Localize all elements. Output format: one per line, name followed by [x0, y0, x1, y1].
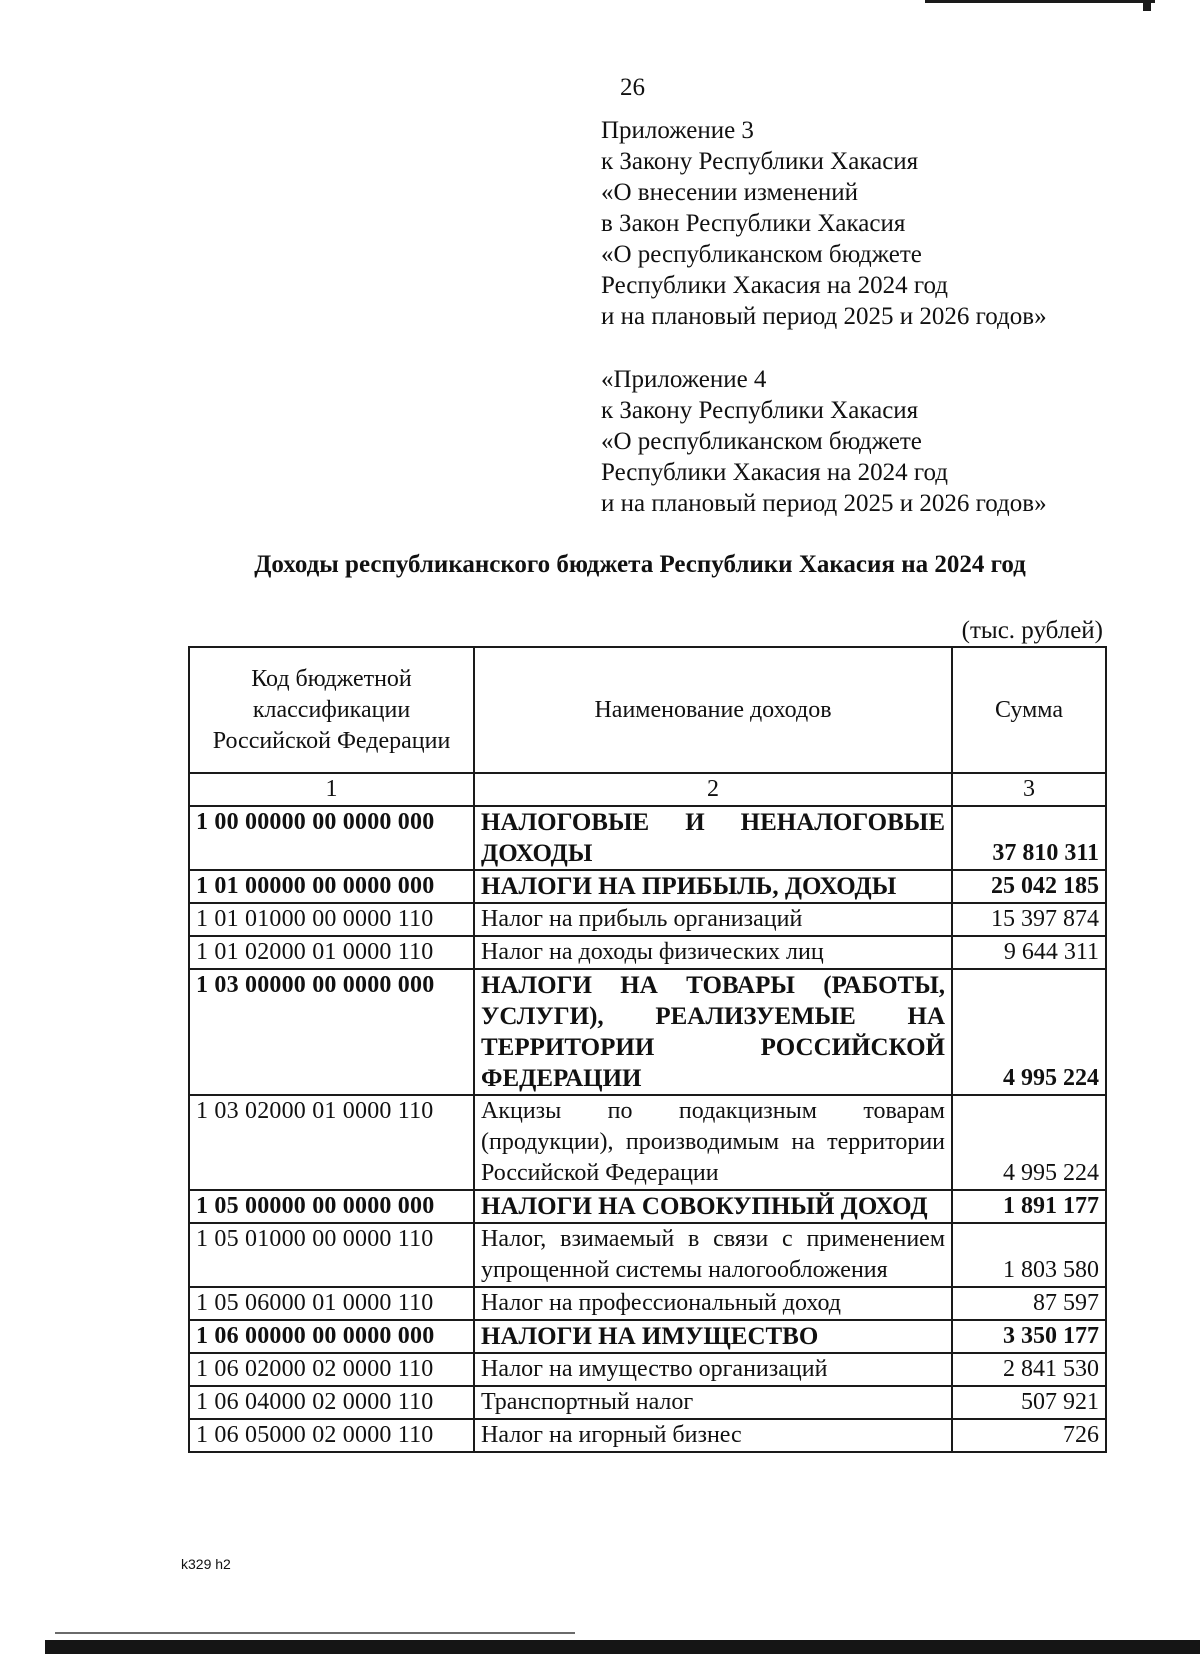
- document-title: Доходы республиканского бюджета Республики Хакасия на 2024 год: [254, 551, 1026, 578]
- name-cell: Налог на прибыль организаций: [474, 903, 952, 936]
- table-row: [189, 1320, 1106, 1353]
- code-cell: 1 05 06000 01 0000 110: [189, 1287, 474, 1320]
- name-cell: НАЛОГИ НА ПРИБЫЛЬ, ДОХОДЫ: [474, 870, 952, 903]
- name-cell: НАЛОГИ НА СОВОКУПНЫЙ ДОХОД: [474, 1190, 952, 1223]
- scan-edge-bottom: [45, 1640, 1200, 1654]
- code-cell: 1 03 02000 01 0000 110: [189, 1095, 474, 1190]
- code-cell: 1 06 04000 02 0000 110: [189, 1386, 474, 1419]
- table-row: [189, 1223, 1106, 1287]
- sum-cell: 507 921: [952, 1386, 1106, 1419]
- table-row: [189, 1386, 1106, 1419]
- table-row: [189, 870, 1106, 903]
- appendix-line: «О внесении изменений: [601, 179, 859, 206]
- table-header-row: [189, 647, 1106, 773]
- sum-cell: 25 042 185: [952, 870, 1106, 903]
- code-cell: 1 03 00000 00 0000 000: [189, 969, 474, 1095]
- name-cell: НАЛОГИ НА ИМУЩЕСТВО: [474, 1320, 952, 1353]
- column-number: 1: [189, 773, 474, 806]
- appendix-line: «О республиканском бюджете: [601, 241, 922, 268]
- header-name: Наименование доходов: [474, 647, 952, 773]
- appendix-original-heading: [601, 364, 1121, 519]
- income-table: [188, 646, 1107, 1453]
- code-cell: 1 06 00000 00 0000 000: [189, 1320, 474, 1353]
- column-number: 3: [952, 773, 1106, 806]
- code-cell: 1 05 00000 00 0000 000: [189, 1190, 474, 1223]
- sum-cell: 726: [952, 1419, 1106, 1452]
- name-cell: Налог на доходы физических лиц: [474, 936, 952, 969]
- code-cell: 1 05 01000 00 0000 110: [189, 1223, 474, 1287]
- sum-cell: 9 644 311: [952, 936, 1106, 969]
- table-row: [189, 1190, 1106, 1223]
- name-cell: Налог на имущество организаций: [474, 1353, 952, 1386]
- sum-cell: 15 397 874: [952, 903, 1106, 936]
- appendix-line: в Закон Республики Хакасия: [601, 210, 906, 237]
- sum-cell: 2 841 530: [952, 1353, 1106, 1386]
- name-cell: НАЛОГОВЫЕ И НЕНАЛОГОВЫЕ ДОХОДЫ: [474, 806, 952, 870]
- table-row: [189, 1419, 1106, 1452]
- code-cell: 1 01 02000 01 0000 110: [189, 936, 474, 969]
- sum-cell: 3 350 177: [952, 1320, 1106, 1353]
- table-row: [189, 969, 1106, 1095]
- sum-cell: 37 810 311: [952, 806, 1106, 870]
- sum-cell: 1 891 177: [952, 1190, 1106, 1223]
- code-cell: 1 00 00000 00 0000 000: [189, 806, 474, 870]
- table-row: [189, 1287, 1106, 1320]
- sum-cell: 87 597: [952, 1287, 1106, 1320]
- scan-edge-bottom-line: [55, 1632, 575, 1634]
- table-row: [189, 936, 1106, 969]
- footer-code: k329 h2: [181, 1556, 231, 1572]
- sum-cell: 4 995 224: [952, 969, 1106, 1095]
- appendix-line: Республики Хакасия на 2024 год: [601, 459, 949, 486]
- appendix-line: Приложение 3: [601, 117, 754, 144]
- sum-cell: 4 995 224: [952, 1095, 1106, 1190]
- scan-edge-top: [925, 0, 1155, 3]
- table-row: [189, 1095, 1106, 1190]
- appendix-current-heading: [601, 115, 1121, 332]
- table-row: [189, 1353, 1106, 1386]
- name-cell: Транспортный налог: [474, 1386, 952, 1419]
- appendix-line: и на плановый период 2025 и 2026 годов»: [601, 303, 1047, 330]
- table-row: [189, 903, 1106, 936]
- code-cell: 1 06 02000 02 0000 110: [189, 1353, 474, 1386]
- name-cell: Налог на игорный бизнес: [474, 1419, 952, 1452]
- code-cell: 1 06 05000 02 0000 110: [189, 1419, 474, 1452]
- name-cell: Налог, взимаемый в связи с применением упрощенной системы налогообложения: [474, 1223, 952, 1287]
- sum-cell: 1 803 580: [952, 1223, 1106, 1287]
- page-number: 26: [620, 74, 645, 101]
- code-cell: 1 01 01000 00 0000 110: [189, 903, 474, 936]
- appendix-line: к Закону Республики Хакасия: [601, 148, 919, 175]
- name-cell: Акцизы по подакцизным товарам (продукции), производимым на территории Российской Федерации: [474, 1095, 952, 1190]
- name-cell: НАЛОГИ НА ТОВАРЫ (РАБОТЫ, УСЛУГИ), РЕАЛИЗУЕМЫЕ НА ТЕРРИТОРИИ РОССИЙСКОЙ ФЕДЕРАЦИИ: [474, 969, 952, 1095]
- header-sum: Сумма: [952, 647, 1106, 773]
- units-label: (тыс. рублей): [961, 617, 1103, 644]
- scan-edge-top-mark: [1143, 0, 1151, 11]
- code-cell: 1 01 00000 00 0000 000: [189, 870, 474, 903]
- column-numbers-row: [189, 773, 1106, 806]
- appendix-line: и на плановый период 2025 и 2026 годов»: [601, 490, 1047, 517]
- name-cell: Налог на профессиональный доход: [474, 1287, 952, 1320]
- column-number: 2: [474, 773, 952, 806]
- appendix-line: к Закону Республики Хакасия: [601, 397, 919, 424]
- appendix-line: «О республиканском бюджете: [601, 428, 922, 455]
- appendix-line: «Приложение 4: [601, 366, 767, 393]
- table-row: [189, 806, 1106, 870]
- header-code: Код бюджетной классификации Российской Федерации: [189, 647, 474, 773]
- appendix-line: Республики Хакасия на 2024 год: [601, 272, 949, 299]
